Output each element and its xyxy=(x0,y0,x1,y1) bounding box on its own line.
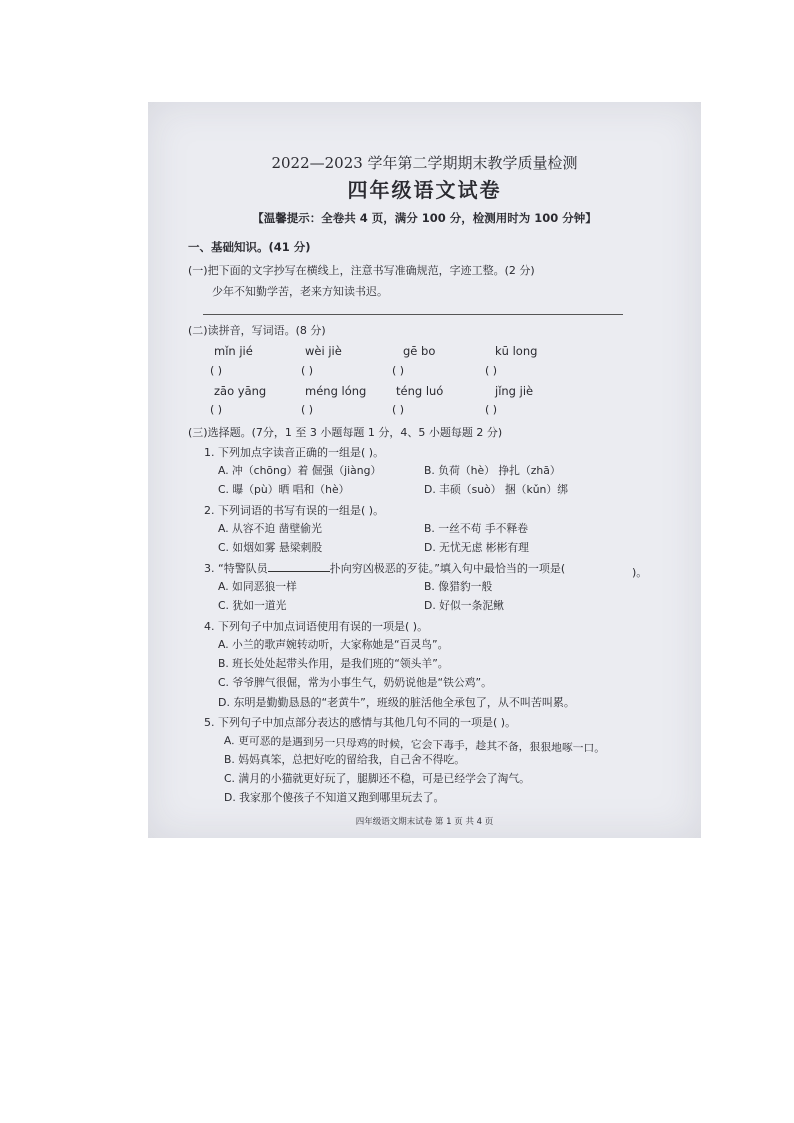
q3-option-b[interactable]: B. 像猎豹一般 xyxy=(424,580,493,593)
q2-stem: 2. 下列词语的书写有误的一组是( )。 xyxy=(204,504,385,517)
q2-option-c[interactable]: C. 如烟如雾 悬梁刺股 xyxy=(218,541,323,554)
q4-option-a[interactable]: A. 小兰的歌声婉转动听，大家称她是“百灵鸟”。 xyxy=(218,638,449,651)
pinyin-4: kū long xyxy=(495,344,538,358)
exam-subtitle: 四年级语文试卷 xyxy=(347,178,502,202)
q1-option-b[interactable]: B. 负荷（hè） 挣扎（zhā） xyxy=(424,464,561,477)
q4-option-b[interactable]: B. 班长处处起带头作用，是我们班的“领头羊”。 xyxy=(218,657,449,670)
pinyin-8: jǐng jiè xyxy=(495,384,534,398)
answer-box-6[interactable]: ( ) xyxy=(301,403,314,416)
q2-option-d[interactable]: D. 无忧无虑 彬彬有理 xyxy=(424,541,529,554)
q3-option-a[interactable]: A. 如同恶狼一样 xyxy=(218,580,297,593)
q4-option-c[interactable]: C. 爷爷脾气很倔，常为小事生气，奶奶说他是“铁公鸡”。 xyxy=(218,676,492,689)
q4-option-d[interactable]: D. 东明是勤勤恳恳的“老黄牛”，班级的脏活他全承包了，从不叫苦叫累。 xyxy=(218,696,575,709)
q3-stem-post: 扑向穷凶极恶的歹徒。”填入句中最恰当的一项是( xyxy=(329,562,566,575)
section2-heading: (二)读拼音，写词语。(8 分) xyxy=(188,324,326,337)
q5-option-b[interactable]: B. 妈妈真笨，总把好吃的留给我，自己舍不得吃。 xyxy=(224,753,466,766)
answer-box-3[interactable]: ( ) xyxy=(392,364,405,377)
answer-box-8[interactable]: ( ) xyxy=(485,403,498,416)
pinyin-6: méng lóng xyxy=(305,384,367,398)
section1-prompt: (一)把下面的文字抄写在横线上，注意书写准确规范，字迹工整。(2 分) xyxy=(188,264,535,277)
q4-stem: 4. 下列句子中加点词语使用有误的一项是( )。 xyxy=(204,620,429,633)
exam-photo xyxy=(148,102,701,838)
q2-option-b[interactable]: B. 一丝不苟 手不释卷 xyxy=(424,522,529,535)
q5-option-d[interactable]: D. 我家那个傻孩子不知道又跑到哪里玩去了。 xyxy=(224,791,445,804)
q5-option-a[interactable]: A. 更可恶的是遇到另一只母鸡的时候，它会下毒手，趁其不备，狠狠地啄一口。 xyxy=(223,734,606,755)
pinyin-5: zāo yāng xyxy=(214,384,267,398)
q3-stem xyxy=(204,560,565,576)
q2-option-a[interactable]: A. 从容不迫 凿壁偷光 xyxy=(218,522,322,535)
q3-option-c[interactable]: C. 犹如一道光 xyxy=(218,599,287,612)
answer-box-1[interactable]: ( ) xyxy=(210,364,223,377)
pinyin-3: gē bo xyxy=(403,344,436,358)
q1-option-d[interactable]: D. 丰硕（suò） 捆（kǔn）绑 xyxy=(424,483,568,496)
pinyin-1: mǐn jié xyxy=(214,344,253,358)
q3-option-d[interactable]: D. 好似一条泥鳅 xyxy=(424,599,504,612)
q3-stem-pre: 3. “特警队员 xyxy=(204,562,268,575)
pinyin-2: wèi jiè xyxy=(305,344,342,358)
answer-box-5[interactable]: ( ) xyxy=(210,403,223,416)
q3-blank[interactable] xyxy=(268,561,330,572)
copy-line xyxy=(203,314,623,315)
q5-option-c[interactable]: C. 满月的小猫就更好玩了，腿脚还不稳，可是已经学会了淘气。 xyxy=(224,772,530,785)
answer-box-2[interactable]: ( ) xyxy=(301,364,314,377)
page-footer: 四年级语文期末试卷 第 1 页 共 4 页 xyxy=(355,817,494,827)
section3-heading: (三)选择题。(7分，1 至 3 小题每题 1 分，4、5 小题每题 2 分) xyxy=(188,426,503,439)
exam-title: 2022—2023 学年第二学期期末教学质量检测 xyxy=(271,154,578,172)
q5-stem: 5. 下列句子中加点部分表达的感情与其他几句不同的一项是( )。 xyxy=(204,716,517,729)
section1-text: 少年不知勤学苦，老来方知读书迟。 xyxy=(212,285,388,298)
q1-stem: 1. 下列加点字读音正确的一组是( )。 xyxy=(204,446,385,459)
answer-box-4[interactable]: ( ) xyxy=(485,364,498,377)
pinyin-7: téng luó xyxy=(396,384,444,398)
answer-box-7[interactable]: ( ) xyxy=(392,403,405,416)
exam-tip: 【温馨提示：全卷共 4 页，满分 100 分，检测用时为 100 分钟】 xyxy=(252,211,597,225)
part1-heading: 一、基础知识。(41 分) xyxy=(188,240,311,254)
q3-stem-close: )。 xyxy=(632,566,648,579)
q1-option-a[interactable]: A. 冲（chōng）着 倔强（jiàng） xyxy=(218,464,382,477)
q1-option-c[interactable]: C. 曝（pù）晒 唱和（hè） xyxy=(218,483,350,496)
